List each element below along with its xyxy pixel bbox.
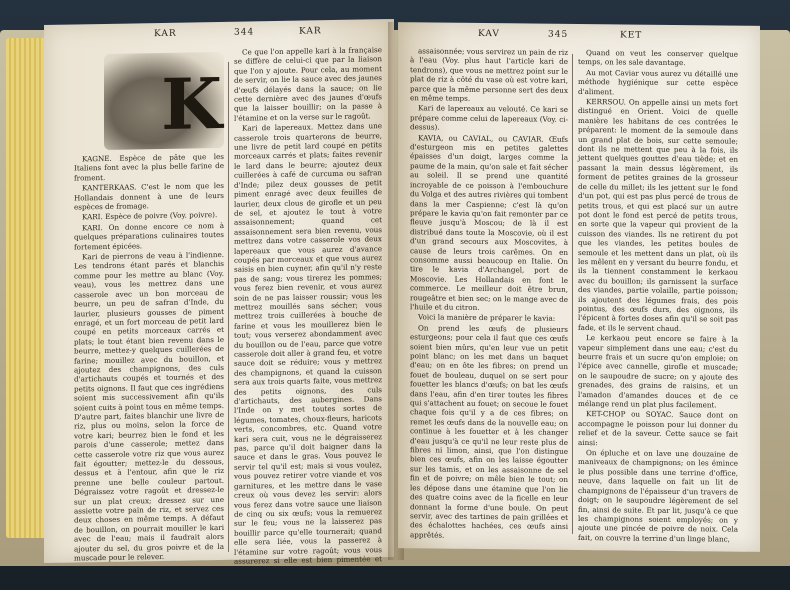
paragraph: KARI. On donne encore ce nom à quelques préparations culinaires toutes fortement épicées. <box>74 220 224 252</box>
running-head-right: KET <box>620 30 643 41</box>
paragraph: On épluche et on lave une douzaine de maniveaux de champignons; on les émince le plus possible dans une terrine d'office, neuve, dans laquelle on fait un lit de champignons de l'épaisseur d'un travers de doigt; on le saupoudre légèrement de sel fin, ainsi de suite. Et par lit, jusqu'à ce que les champignons soient employés; on y ajoute une pincée de poivre de noix. Cela fait, on couvre la terrine d'un linge blanc, <box>578 448 738 544</box>
paragraph: On prend les œufs de plusieurs esturgeons; pour cela il faut que ces œufs soient bien mûrs, qu'en leur vue un petit point blanc; on les met dans un baquet d'eau; on en ôte les fibres; on prend un fouet de bouleau, duquel on se sert pour fouetter les blancs d'œufs; on bat les œufs dans l'eau, afin d'en tirer toutes les fibres qui s'attachent au fouet; on secoue le fouet chaque fois qu'il y a de ces fibres; on remet les œufs dans de la nouvelle eau; on continue à les fouetter et à les changer d'eau jusqu'à ce qu'il ne leur reste plus de fibres ni limon, ainsi, que l'on distingue bien ces œufs, afin on les laisse égoutter sur les tamis, et on les assaisonne de sel fin et de poivre; on mêle bien le tout; on les dépose dans une étamine que l'on lie des quatre coins avec de la ficelle en leur donnant la forme d'une boule. On peut servir, avec des tartines de pain grillées et des échalottes hachées, ces œufs ainsi apprêtés. <box>410 323 568 540</box>
running-head-left: KAR <box>154 28 177 40</box>
paragraph: KANTERKAAS. C'est le nom que les Hollandais donnent à une de leurs espèces de fromage. <box>74 181 224 212</box>
running-head-right: KAR <box>299 26 322 37</box>
right-page <box>398 22 760 552</box>
paragraph: KERRSOU. On appelle ainsi un mets fort distingué en Orient. Voici de quelle manière les habitans de ces contrées le préparent: le moment de la semoule dans un grand plat de bois, sur cette semoule; dont ils ne mettent que peu à la fois, ils jettent quelques gouttes d'eau tiède; et en passant la main dessus légèrement, ils forment de petites graines de la grosseur de celle du millet; ils les jettent sur le fond d'un pot, qui est pas plus percé de trous de petits trous, et qui est placé sur un autre pot dont le fond est percé de petits trous, en sorte que la vapeur qui provient de la cuisson des viandes. Ils ne retirent du pot que les viandes, les petites boules de semoule et les mettent dans un plat, où ils les mêlent en y versant du beurre fondu, et ils la tiennent constamment le kerkaou avec du bouillon; ils garnissent la surface des viandes, partie volaille, partie poisson; ils ajoutent des légumes frais, des pois pointus, des œufs durs, des oignons, ils l'épicent à fortes doses afin qu'il se soit pas fade, et ils le servent chaud. <box>578 97 738 333</box>
paragraph: Kari de pierrons de veau à l'indienne. Les tendrons étant parés et blanchis comme pour les mettre au blanc (Voy. veau), vous les mettrez dans une casserole avec un bon morceau de beurre, un peu de safran d'Inde, du laurier, plusieurs gousses de piment enragé, et un fort morceau de petit lard coupé en petits morceaux carrés et plats; le tout étant bien revenu dans le beurre, mettez-y quelques cuillerées de farine; mouillez avec du bouillon, et ajoutez des champignons, des culs d'artichauts coupés et tournés et des petits oignons. Il faut que ces ingrédiens soient mis successivement afin qu'ils soient cuits à point tous en même temps. D'autre part, faites blanchir une livre de riz, plus ou moins, selon la force de votre kari; beurrez bien le fond et les parois d'une casserole; mettez dans cette casserole votre riz que vous aurez fait égoutter; mettez-le du dessous, dessus et à l'entour, afin que le riz prenne une belle couleur partout. Dégraissez votre ragoût et dressez-le sur un plat creux; dressez sur une assiette votre pain de riz, et servez ces deux choses en même temps. A défaut de bouillon, on pourrait mouiller le kari avec de l'eau; mais il faudrait alors ajouter du sel, du gros poivre et de la muscade pour le relever. <box>74 249 224 563</box>
column-rule <box>228 62 229 552</box>
paragraph: assaisonnée; vous servirez un pain de riz à l'eau (Voy. plus haut l'article kari de tendrons), que vous ne mettrez point sur le plat de riz à côté du vase où est votre kari, parce que la même personne sert des deux en même temps. <box>410 46 568 103</box>
page-number: 345 <box>548 29 569 40</box>
left-page-column-1 <box>74 152 224 564</box>
left-page-column-2 <box>234 45 382 576</box>
paragraph: Au mot Caviar vous aurez vu détaillé une méthode hygiénique sur cette espèce d'aliment. <box>578 67 738 96</box>
right-page-column-1 <box>410 46 568 542</box>
paragraph: Le kerkaou peut encore se faire à la vapeur simplement dans une eau; c'est du beurre frais et un sucre qu'on emploie; on l'épice avec cannelle, girofle et muscade; on le saupoudre de sucre; on y ajoute des grenades, des grains de raisins, et un l'amadon d'amandes douces et de ce mélange rend un plat plus facilement. <box>578 333 738 410</box>
column-rule <box>572 54 573 534</box>
paragraph: Kari de lapereaux au velouté. Ce kari se prépare comme celui de lapereaux (Voy. ci-dessus). <box>410 103 568 132</box>
paragraph: KAGNE. Espèce de pâte que les Italiens font avec la plus belle farine de froment. <box>74 151 224 183</box>
engraved-initial-illustration <box>104 52 224 150</box>
paragraph: Quand on veut les conserver quelque temps, on les sale davantage. <box>578 48 738 68</box>
paragraph: KET-CHOP ou SOYAC. Sauce dont on accompagne le poisson pour lui donner du relief et de la saveur. Cette sauce se fait ainsi: <box>578 409 738 447</box>
left-page <box>44 19 394 566</box>
paragraph: KAVIA, ou CAVIAL, ou CAVIAR. Œufs d'esturgeon mis en petites galettes épaisses d'un doigt, larges comme la paume de la main, qu'on sale et fait sécher au soleil. Il se prend une quantité incroyable de ce poisson à l'embouchure du Volga et des autres rivières qui tombent dans la mer Caspienne; c'est là qu'on prépare le kavia qu'on fait remonter par ce fleuve jusqu'à Moscou; de là il est distribué dans toute la Moscovie, où il est d'un grand secours aux Moscovites, à cause de leurs trois carêmes. On en consomme aussi beaucoup en Italie. On tire le kavia d'Archangel, port de Moscovie. Les Hollandais en font le commerce. Le meilleur doit être brun, rougeâtre et bien sec; on le mange avec de l'huile et du citron. <box>410 132 568 312</box>
paragraph: Kari de lapereaux. Mettez dans une casserole trois quarterons de beurre, une livre de petit lard coupé en petits morceaux carrés et plats; faites revenir le lard dans le beurre; ajoutez deux cuillerées à café de curcuma ou safran d'Inde; pilez deux gousses de petit piment enragé avec deux feuilles de laurier, deux clous de girofle et un peu de sel, et ajoutez le tout à votre assaisonnement; quand cet assaisonnement sera bien revenu, vous mettrez dans votre casserole vos deux lapereaux que vous aurez d'avance coupés par morceaux et que vous aurez saisis en bien cuyner, afin qu'il n'y reste pas de sang; vous tirerez les pommes; vous ferez bien revenir, et vous aurez soin de ne pas laisser roussir; vous les mettrez mouillés sans sécher; vous mettrez trois cuillerées à bouche de farine et vous les mouillerez bien le tout; vous verserez abondamment avec du bouillon ou de l'eau, parce que votre casserole doit aller à grand feu, et votre sauce doit se réduire; vous y mettrez des champignons, et quand la cuisson sera aux trois quarts faite, vous mettrez des petits oignons, des culs d'artichauts, des aubergines. Dans l'Inde on y met toutes sortes de légumes, tomates, choux-fleurs, haricots verts, concombres, etc. Quand votre kari sera cuit, vous ne le dégraisserez pas, parce qu'il doit baigner dans la sauce et dans le gras. Vous pouvez le servir tel qu'il est; mais si vous voulez, vous pouvez retirer votre viande et vos garnitures, et les mettre dans le vase creux où vous devez les servir: alors vous ferez dans votre sauce une liaison de cinq ou six œufs; vous la remuerez sur le feu; vous ne la laisserez pas bouillir parce qu'elle tournerait; quand elle sera liée, vous la passerez à l'étamine sur votre ragoût; vous vous assurerez si elle est bien pimentée et <box>234 121 382 566</box>
running-head-left: KAV <box>478 28 500 40</box>
table-surface <box>0 566 790 590</box>
drop-cap: K <box>161 61 222 147</box>
paragraph: Ce que l'on appelle kari à la française se diffère de celui-ci que par la liaison que l'on y ajoute. Pour cela, au moment de servir, on lie la sauce avec des jaunes d'œufs délayés dans la sauce; on lie cette dernière avec des jaunes d'œufs que la laisser bouillir; on la passe à l'étamine et on la verse sur le ragoût. <box>234 45 382 123</box>
right-page-column-2 <box>578 48 738 545</box>
paragraph: Voici la manière de préparer le kavia: <box>418 312 556 324</box>
page-number: 344 <box>234 27 255 38</box>
paragraph: KARI. Espèce de poivre (Voy. poivre). <box>82 210 218 222</box>
